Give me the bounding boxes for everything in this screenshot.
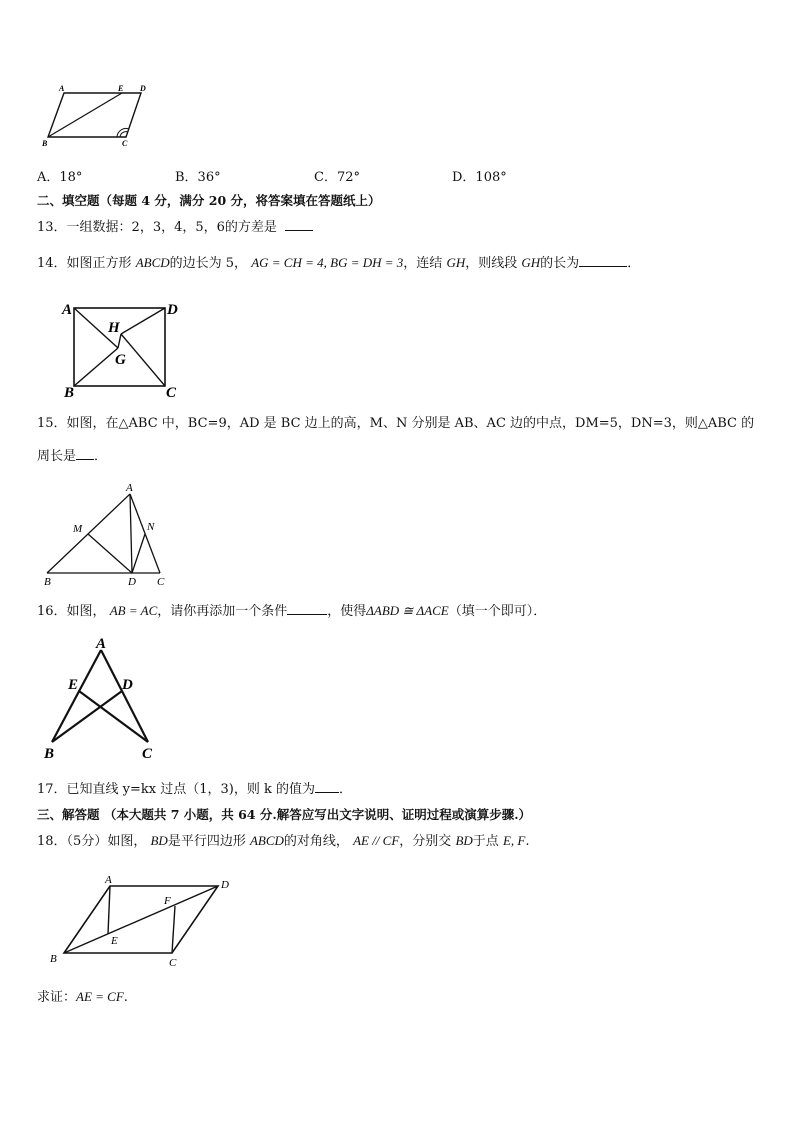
q14-label-d: D [167, 302, 178, 318]
q14-label-a: A [62, 302, 73, 318]
q12-label-d: D [140, 84, 146, 93]
q15-triangle-figure [40, 480, 180, 588]
q14-label-c: C [166, 385, 177, 401]
q12-label-a: A [59, 84, 65, 93]
q18-text-b: 的对角线， [283, 834, 349, 849]
q14-segment-bg [74, 348, 118, 386]
q14-math-b: AG = CH = 4, BG = DH = 3 [251, 255, 404, 270]
q17-end: ． [339, 782, 353, 797]
q12-parallelogram [48, 93, 141, 137]
q16-answer-blank [287, 602, 327, 615]
q16-label-c: C [142, 746, 153, 762]
q18-segment-cf [172, 906, 175, 953]
q18-parallelogram-figure [40, 870, 245, 970]
q12-label-c: C [122, 139, 128, 148]
q14 [37, 254, 640, 273]
q18-text-c: ，分别交 [399, 834, 452, 849]
q18-text-a: 是平行四边形 [167, 834, 246, 849]
q14-segment-ch [121, 334, 165, 386]
q18-label-c: C [169, 957, 177, 969]
q18-proof-end: . [123, 990, 128, 1005]
q16-label-e: E [68, 677, 79, 693]
q16-segment-ac [101, 650, 148, 742]
q16-text-d: （填一个即可）． [448, 604, 547, 619]
q15-label-n: N [147, 521, 155, 533]
q15-number: 15． [37, 416, 67, 431]
q16-segment-ab [52, 650, 101, 742]
q15-text-line1: 如图，在△ABC 中，BC=9，AD 是 BC 边上的高，M、N 分别是 AB、AC 边的中点，DM=5，DN=3，则△ABC 的 [66, 416, 755, 431]
q18 [37, 832, 529, 851]
q18-text-d: 于点 [472, 834, 499, 849]
q15-label-c: C [157, 576, 165, 588]
q14-number: 14． [37, 256, 67, 271]
q12-label-e: E [118, 84, 124, 93]
q15-segment-ac [130, 494, 160, 573]
q14-text-e: 的长为 [540, 256, 580, 271]
section3-heading: 三、解答题 （本大题共 7 小题，共 64 分.解答应写出文字说明、证明过程或演算步骤.） [37, 807, 532, 822]
q14-text-b: 的边长为 5， [169, 256, 248, 271]
q16-label-b: B [44, 746, 55, 762]
q14-segment-gh [118, 334, 121, 348]
q15-segment-ad [130, 494, 132, 573]
q12-parallelogram-figure [40, 84, 160, 150]
q14-label-h: H [108, 320, 120, 336]
q16-segment-be [52, 691, 122, 742]
q14-label-g: G [115, 352, 126, 368]
q18-math-c: AE // CF [353, 833, 400, 848]
q15-text-line2: 周长是 [37, 449, 77, 464]
q18-label-d: D [221, 879, 229, 891]
q15-end: ． [94, 449, 108, 464]
q12-option-c: C．72° [314, 170, 360, 185]
q13 [37, 218, 313, 237]
q12-option-a: A．18° [37, 170, 83, 185]
q17-number: 17． [37, 782, 67, 797]
q15-label-b: B [44, 576, 51, 588]
q17-answer-blank [315, 780, 339, 793]
q13-number: 13． [37, 220, 67, 235]
q14-text-c: ，连结 [403, 256, 443, 271]
q13-text: 一组数据：2，3，4，5，6的方差是 [66, 220, 277, 235]
q18-proof-label: 求证： [37, 990, 77, 1005]
q12-label-b: B [42, 139, 48, 148]
q14-label-b: B [64, 385, 75, 401]
q14-answer-blank [579, 254, 627, 267]
q17 [37, 780, 352, 799]
q16-text-a: 如图， [66, 604, 106, 619]
q15-label-m: M [73, 523, 83, 535]
q12-option-d: D．108° [452, 170, 507, 185]
q16-triangle-figure [40, 636, 170, 762]
q18-math-a: BD [150, 833, 168, 848]
q16-label-d: D [122, 677, 133, 693]
q15-answer-blank [76, 447, 94, 460]
q18-proof-math: AE = CF [76, 989, 124, 1004]
q15-line1 [37, 415, 754, 433]
q15-label-a: A [126, 482, 133, 494]
q17-text: 已知直线 y=kx 过点（1，3)，则 k 的值为 [66, 782, 316, 797]
q15-line2 [37, 447, 107, 466]
q14-math-d: GH [521, 255, 541, 270]
q14-math-a: ABCD [135, 255, 170, 270]
q14-text-d: ，则线段 [465, 256, 518, 271]
q16-text-c: ，使得 [327, 604, 367, 619]
q16 [37, 602, 546, 621]
q15-segment-dn [132, 534, 145, 573]
q18-label-e: E [111, 935, 118, 947]
q16-text-b: ，请你再添加一个条件 [157, 604, 288, 619]
q18-label-a: A [105, 874, 112, 886]
q16-number: 16． [37, 604, 67, 619]
q18-proof [37, 988, 128, 1007]
q14-text-a: 如图正方形 [66, 256, 132, 271]
q18-label-f: F [164, 895, 171, 907]
q18-number: 18． [37, 834, 67, 849]
q16-math-b: ΔABD ≅ ΔACE [366, 603, 449, 618]
section2-heading: 二、填空题（每题 4 分，满分 20 分，将答案填在答题纸上） [37, 193, 381, 208]
q18-math-e: E, F [502, 833, 526, 848]
q16-segment-ce [79, 691, 148, 742]
q14-end: ． [627, 256, 641, 271]
q14-square-figure [60, 296, 200, 402]
q13-answer-blank [285, 218, 313, 231]
q15-label-d: D [128, 576, 136, 588]
q18-math-d: BD [455, 833, 473, 848]
q18-end: . [525, 834, 530, 849]
q18-label-b: B [50, 953, 57, 965]
q15-segment-dm [88, 534, 132, 573]
q12-option-b: B．36° [175, 170, 221, 185]
q16-label-a: A [96, 636, 107, 652]
q18-segment-ae [108, 886, 110, 934]
q18-score: （5分）如图， [66, 834, 147, 849]
q18-math-b: ABCD [249, 833, 284, 848]
q14-segment-dh [121, 308, 165, 334]
q16-math-a: AB = AC [109, 603, 158, 618]
q12-segment-be [48, 93, 122, 137]
q15-segment-ab [47, 494, 130, 573]
q14-math-c: GH [446, 255, 466, 270]
